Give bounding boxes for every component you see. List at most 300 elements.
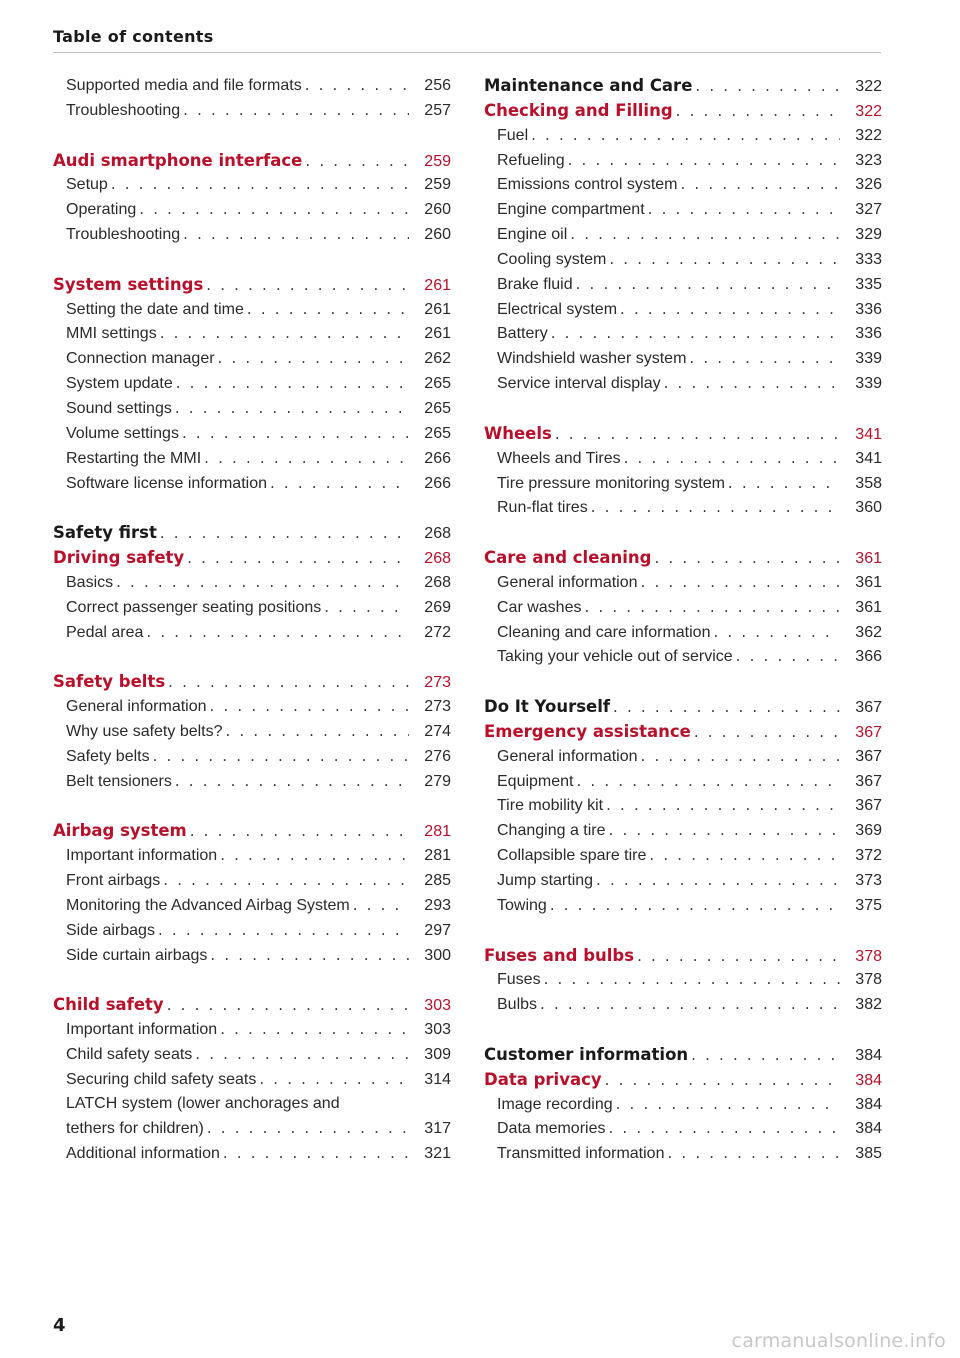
toc-entry-page: 361 [855,573,882,591]
toc-entry[interactable] [53,722,451,747]
toc-entry-label: LATCH system (lower anchorages and [66,1094,340,1112]
toc-entry-page: 326 [855,176,882,194]
toc-entry-page: 268 [424,525,451,543]
toc-entry[interactable] [484,126,882,151]
toc-entry-label: Additional information [66,1145,220,1163]
toc-entry[interactable] [53,324,451,349]
dot-leader [646,846,840,864]
toc-section-heading[interactable] [484,1070,882,1095]
toc-entry[interactable] [484,1119,882,1144]
toc-entry-page: 317 [424,1120,451,1138]
toc-section-heading[interactable] [53,995,451,1020]
toc-entry-page: 339 [855,375,882,393]
toc-entry-page: 362 [855,623,882,641]
toc-entry-page: 260 [424,201,451,219]
toc-entry-label: Software license information [66,474,267,492]
toc-entry[interactable] [484,796,882,821]
dot-leader [157,524,409,542]
toc-entry-page: 367 [855,747,882,765]
dot-leader [267,474,409,492]
toc-section-heading[interactable] [53,275,451,300]
toc-entry-label: Taking your vehicle out of service [497,648,733,666]
toc-entry-label: Maintenance and Care [484,76,693,95]
toc-entry[interactable] [484,1095,882,1120]
toc-section-heading[interactable] [484,101,882,126]
toc-entry-label: Windshield washer system [497,350,687,368]
toc-entry-page: 300 [424,946,451,964]
toc-entry-label: Cleaning and care information [497,623,711,641]
toc-entry-page: 262 [424,350,451,368]
dot-leader [143,623,409,641]
toc-section-heading[interactable] [484,1045,882,1070]
toc-entry-label: Cooling system [497,250,607,268]
dot-leader [113,573,409,591]
toc-entry-page: 327 [855,201,882,219]
dot-leader [321,598,409,616]
toc-entry-page: 366 [855,648,882,666]
dot-leader [350,896,409,914]
toc-entry-page: 314 [424,1070,451,1088]
toc-entry-page: 303 [424,997,451,1015]
toc-entry-label: Wheels and Tires [497,449,621,467]
dot-leader [733,647,840,665]
toc-entry-page: 279 [424,772,451,790]
toc-entry-page: 341 [855,425,882,443]
toc-entry-label: Tire pressure monitoring system [497,474,725,492]
toc-section-heading[interactable] [53,523,451,548]
toc-entry-label: Supported media and file formats [66,77,302,94]
toc-entry-label: Run-flat tires [497,499,588,517]
dot-leader [180,101,409,119]
toc-entry-label: Troubleshooting [66,226,181,244]
toc-entry[interactable] [53,374,451,399]
dot-leader [528,126,840,144]
dot-leader [692,77,840,95]
toc-entry-page: 322 [855,126,882,144]
toc-right-column [484,76,882,1169]
toc-entry-page: 361 [855,550,882,568]
toc-entry[interactable] [53,424,451,449]
toc-entry-label: Electrical system [497,300,618,318]
dot-leader [302,152,409,170]
toc-entry[interactable] [484,225,882,250]
toc-entry-page: 266 [424,449,451,467]
toc-section-heading[interactable] [53,672,451,697]
dot-leader [678,175,841,193]
toc-entry-page: 285 [424,872,451,889]
dot-leader [621,449,840,467]
toc-entry-label: Fuel [497,126,529,144]
toc-entry[interactable] [484,250,882,275]
toc-entry[interactable] [53,1070,451,1095]
page-header [53,24,881,53]
dot-leader [172,399,409,417]
toc-entry-page: 367 [855,723,882,741]
toc-entry-label: Airbag system [53,821,187,841]
toc-entry-label: Operating [66,201,137,219]
dot-leader [602,1071,840,1089]
toc-entry-page: 261 [424,325,451,343]
toc-entry[interactable] [53,76,451,101]
toc-entry[interactable] [484,821,882,846]
toc-entry[interactable] [53,1095,451,1120]
toc-entry[interactable] [53,747,451,772]
toc-entry-label: Volume settings [66,424,179,442]
toc-section-heading[interactable] [53,821,451,846]
toc-entry[interactable] [484,573,882,598]
toc-entry-label: Service interval display [497,375,661,393]
dot-leader [223,722,409,740]
toc-entry-label: Why use safety belts? [66,722,223,740]
dot-leader [651,549,840,567]
dot-leader [565,151,840,169]
toc-entry[interactable] [484,324,882,349]
toc-entry[interactable] [53,946,451,971]
toc-entry[interactable] [53,1045,451,1070]
toc-entry-label: Customer information [484,1044,689,1064]
toc-entry-label: Equipment [497,772,574,790]
toc-entry-label: Safety belts [66,747,150,765]
toc-entry-label: Setting the date and time [66,300,244,318]
dot-leader [179,424,409,442]
dot-leader [187,822,409,840]
toc-entry[interactable] [53,1119,451,1144]
toc-entry-page: 384 [855,1071,882,1089]
dot-leader [645,200,840,218]
toc-entry-label: General information [497,747,638,765]
toc-entry-page: 369 [855,822,882,840]
toc-entry-page: 261 [424,300,451,318]
toc-entry-page: 268 [424,550,451,568]
toc-entry-label: Troubleshooting [66,101,181,119]
toc-entry-page: 321 [424,1145,451,1163]
dot-leader [664,1144,840,1162]
dot-leader [150,747,409,765]
toc-entry[interactable] [53,449,451,474]
toc-entry-page: 276 [424,747,451,765]
toc-entry-label: Child safety [53,995,164,1015]
toc-entry-page: 322 [855,78,882,95]
toc-entry[interactable] [484,498,882,523]
toc-entry-label: Image recording [497,1095,613,1113]
toc-entry-label: Care and cleaning [484,548,652,568]
dot-leader [603,796,840,814]
toc-entry-label: Correct passenger seating positions [66,598,322,616]
toc-entry-label: Safety first [53,523,157,543]
toc-section-heading[interactable] [53,151,451,176]
toc-entry-label: System update [66,375,173,393]
toc-section-heading[interactable] [484,548,882,573]
dot-leader [638,573,840,591]
toc-entry-page: 336 [855,325,882,343]
toc-entry[interactable] [53,399,451,424]
dot-leader [574,772,841,790]
toc-entry-label: General information [497,573,638,591]
toc-entry[interactable] [53,175,451,200]
toc-entry-label: Belt tensioners [66,772,172,790]
toc-entry-label: Side airbags [66,921,155,939]
toc-entry-page: 259 [424,152,451,170]
dot-leader [192,1045,409,1063]
toc-entry[interactable] [53,474,451,499]
toc-entry[interactable] [53,101,451,126]
toc-entry-page: 375 [855,896,882,914]
dot-leader [606,821,840,839]
toc-entry-label: Safety belts [53,672,166,692]
dot-leader [108,175,409,193]
toc-entry-label: Jump starting [497,872,594,889]
toc-entry-page: 273 [424,674,451,692]
toc-entry-label: Child safety seats [66,1045,193,1063]
dot-leader [686,349,840,367]
toc-entry[interactable] [484,896,882,921]
dot-leader [634,947,840,965]
toc-entry[interactable] [53,772,451,797]
dot-leader [537,995,840,1013]
toc-entry-page: 269 [424,598,451,616]
toc-entry-label: Setup [66,176,108,194]
page-title: Table of contents [53,27,214,46]
toc-entry[interactable] [484,846,882,871]
toc-entry[interactable] [484,349,882,374]
toc-entry[interactable] [53,573,451,598]
toc-entry-label: Do It Yourself [484,697,611,717]
toc-entry-label: Collapsible spare tire [497,847,647,865]
toc-entry-page: 367 [855,699,882,717]
dot-leader [207,946,409,964]
dot-leader [725,474,840,492]
dot-leader [581,598,840,616]
toc-entry-page: 259 [424,176,451,194]
dot-leader [573,275,840,293]
toc-entry-page: 274 [424,722,451,740]
dot-leader [204,1119,409,1137]
toc-entry-page: 266 [424,474,451,492]
toc-entry-page: 335 [855,275,882,293]
toc-entry-page: 303 [424,1021,451,1039]
toc-entry[interactable] [484,598,882,623]
dot-leader [207,697,409,715]
toc-section-heading[interactable] [484,697,882,722]
toc-entry-page: 367 [855,772,882,790]
toc-entry[interactable] [53,200,451,225]
toc-entry[interactable] [484,995,882,1020]
toc-entry-label: Checking and Filling [484,100,673,120]
toc-entry-label: Transmitted information [497,1145,665,1163]
toc-entry[interactable] [484,449,882,474]
dot-leader [157,324,409,342]
toc-entry-label: Restarting the MMI [66,449,202,467]
toc-entry-page: 260 [424,226,451,244]
toc-entry-label: Emissions control system [497,176,678,194]
toc-entry-label: tethers for children) [66,1120,204,1138]
toc-entry-label: Bulbs [497,996,538,1014]
toc-entry[interactable] [53,896,451,921]
toc-entry-page: 272 [424,623,451,641]
toc-entry[interactable] [53,697,451,722]
toc-entry-label: Wheels [484,423,552,443]
toc-entry-label: Engine compartment [497,201,645,219]
toc-entry-page: 265 [424,424,451,442]
dot-leader [661,374,840,392]
toc-entry[interactable] [53,349,451,374]
toc-entry-page: 378 [855,947,882,965]
dot-leader [220,1144,409,1162]
toc-entry-page: 358 [855,474,882,492]
toc-entry-label: System settings [53,274,204,294]
dot-leader [588,498,840,516]
toc-entry[interactable] [484,300,882,325]
toc-entry-page: 323 [855,151,882,169]
toc-entry-page: 322 [855,102,882,120]
toc-entry-page: 382 [855,996,882,1014]
dot-leader [605,1119,840,1137]
dot-leader [180,225,409,243]
toc-entry-label: Brake fluid [497,275,573,293]
dot-leader [201,449,409,467]
toc-entry[interactable] [53,225,451,250]
dot-leader [172,772,409,790]
toc-entry-page: 273 [424,698,451,716]
toc-entry-label: Pedal area [66,623,144,641]
toc-entry-label: Towing [497,896,547,914]
toc-entry-page: 256 [424,77,451,94]
dot-leader [244,300,409,318]
toc-entry-label: Car washes [497,598,582,616]
toc-entry[interactable] [53,1020,451,1045]
toc-entry-page: 378 [855,971,882,989]
toc-entry[interactable] [53,1144,451,1169]
toc-section-heading[interactable] [53,548,451,573]
toc-entry-label: Fuses and bulbs [484,945,635,965]
toc-entry-page: 333 [855,250,882,268]
dot-leader [203,276,409,294]
toc-entry[interactable] [53,871,451,896]
toc-section-heading[interactable] [484,76,882,101]
toc-entry-page: 336 [855,300,882,318]
toc-entry-page: 384 [855,1046,882,1064]
toc-entry-label: Data memories [497,1120,606,1138]
toc-entry[interactable] [484,474,882,499]
toc-section-heading[interactable] [484,946,882,971]
dot-leader [613,1095,840,1113]
toc-entry[interactable] [484,175,882,200]
toc-entry[interactable] [484,151,882,176]
dot-leader [593,871,840,889]
toc-entry-label: MMI settings [66,325,157,343]
watermark: carmanualsonline.info [731,1330,946,1352]
toc-entry-page: 339 [855,350,882,368]
dot-leader [547,896,840,914]
toc-entry[interactable] [484,747,882,772]
dot-leader [610,698,840,716]
toc-entry-label: Emergency assistance [484,721,691,741]
toc-entry-label: Important information [66,1021,218,1039]
dot-leader [256,1070,409,1088]
toc-entry[interactable] [484,1144,882,1169]
dot-leader [688,1046,840,1064]
toc-entry-label: Refueling [497,151,565,169]
toc-entry-label: Front airbags [66,872,161,889]
toc-entry-page: 257 [424,101,451,119]
toc-entry-label: Audi smartphone interface [53,150,303,170]
toc-entry[interactable] [484,623,882,648]
dot-leader [164,996,409,1014]
toc-entry-label: Important information [66,847,218,865]
dot-leader [302,76,409,94]
toc-entry[interactable] [53,300,451,325]
toc-entry-page: 268 [424,573,451,591]
toc-entry-page: 265 [424,399,451,417]
dot-leader [136,200,409,218]
toc-entry-page: 360 [855,499,882,517]
toc-entry-label: Tire mobility kit [497,797,604,815]
toc-entry[interactable] [484,647,882,672]
toc-entry[interactable] [53,598,451,623]
toc-entry[interactable] [484,970,882,995]
dot-leader [173,374,409,392]
dot-leader [217,846,409,864]
toc-entry-label: Basics [66,573,114,591]
dot-leader [541,970,840,988]
toc-section-heading[interactable] [484,722,882,747]
toc-entry-label: Battery [497,325,548,343]
dot-leader [691,723,840,741]
toc-entry-page: 329 [855,226,882,244]
dot-leader [617,300,840,318]
dot-leader [567,225,840,243]
toc-entry[interactable] [484,200,882,225]
toc-entry[interactable] [53,623,451,648]
toc-entry[interactable] [484,275,882,300]
toc-entry-label: Fuses [497,971,541,989]
toc-entry-label: Monitoring the Advanced Airbag System [66,896,350,914]
toc-entry-page: 309 [424,1045,451,1063]
dot-leader [155,921,409,939]
toc-entry[interactable] [53,921,451,946]
dot-leader [165,673,409,691]
toc-entry[interactable] [484,772,882,797]
page-number: 4 [53,1315,66,1336]
toc-left-column [53,76,451,1169]
toc-entry-page: 297 [424,921,451,939]
toc-entry-label: Side curtain airbags [66,946,208,964]
toc-entry-page: 341 [855,449,882,467]
toc-entry-page: 373 [855,872,882,889]
toc-section-heading[interactable] [484,424,882,449]
dot-leader [606,250,840,268]
toc-entry-label: Driving safety [53,548,185,568]
toc-entry[interactable] [484,374,882,399]
toc-entry-label: Engine oil [497,226,568,244]
dot-leader [160,871,409,889]
toc-entry-label: Data privacy [484,1069,602,1089]
dot-leader [215,349,409,367]
toc-entry-page: 384 [855,1095,882,1113]
toc-entry-page: 265 [424,375,451,393]
dot-leader [673,102,840,120]
toc-entry-label: Sound settings [66,399,172,417]
toc-entry-page: 281 [424,823,451,841]
toc-entry-page: 367 [855,797,882,815]
dot-leader [638,747,840,765]
dot-leader [184,549,409,567]
toc-entry-page: 293 [424,896,451,914]
toc-entry[interactable] [484,871,882,896]
toc-entry-page: 281 [424,847,451,865]
toc-entry[interactable] [53,846,451,871]
toc-entry-label: Changing a tire [497,822,606,840]
